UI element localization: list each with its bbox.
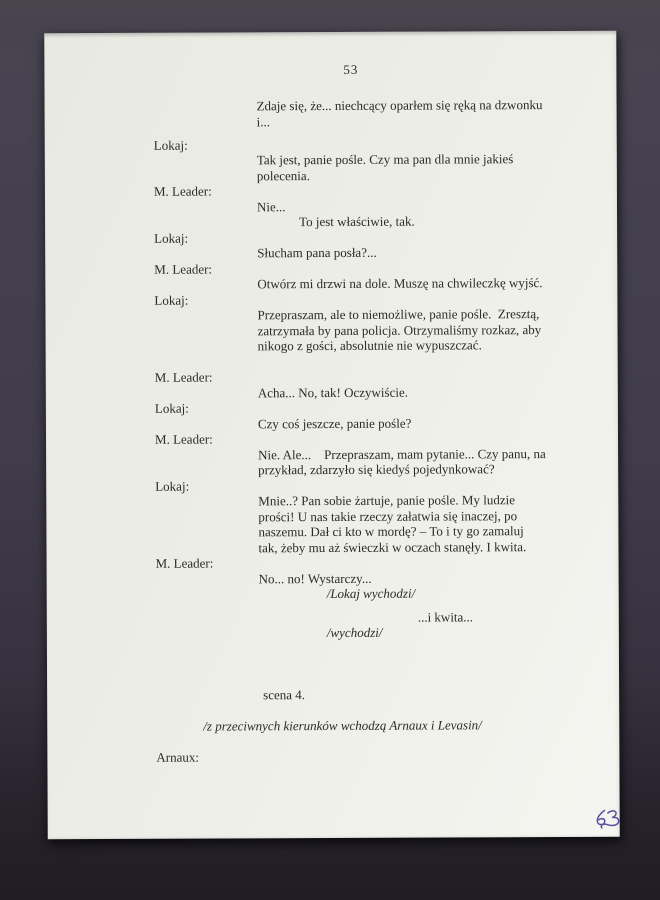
script-line: nikogo z gości, absolutnie nie wypuszczać. <box>257 337 482 354</box>
script-line: naszemu. Dał ci kto w mordę? – To i ty go zamaluj <box>258 523 524 540</box>
dialogue-block <box>257 97 617 130</box>
dialogue-block <box>257 151 617 184</box>
dialogue-block <box>258 384 618 401</box>
script-line: Nie... <box>256 198 286 215</box>
script-line: scena 4. <box>263 687 306 703</box>
stage-left-block <box>203 717 619 734</box>
script-line: Arnaux: <box>156 749 200 765</box>
script-line: M. Leader: <box>155 555 214 572</box>
script-line: polecenia. <box>256 167 310 184</box>
dialogue-block <box>259 570 619 587</box>
script-line: Czy coś jeszcze, panie pośle? <box>257 415 412 432</box>
stage-block <box>327 624 619 641</box>
script-line: No... no! Wystarczy... <box>258 570 372 587</box>
stage-block <box>327 585 619 602</box>
script-line: Lokaj: <box>153 137 188 153</box>
script-line: Lokaj: <box>155 478 190 494</box>
speaker-label <box>156 748 619 766</box>
dialogue-block <box>258 415 618 432</box>
script-line: Nie. Ale... Przepraszam, mam pytanie... Czy panu, na <box>258 445 546 463</box>
dialogue-block <box>258 446 618 479</box>
script-line: Mnie..? Pan sobie żartuje, panie pośle. My ludzie <box>258 492 516 509</box>
script-line: Otwórz mi drzwi na dole. Muszę na chwileczkę wyjść. <box>257 275 543 292</box>
script-line: M. Leader: <box>153 183 212 200</box>
dialogue-block <box>257 306 617 354</box>
script-line: tak, żeby mu aż świeczki w oczach stanęły. I kwita. <box>258 538 527 556</box>
script-line: Słucham pana posła?... <box>257 245 377 261</box>
script-line: To jest właściwie, tak. <box>299 213 415 230</box>
script-line: ...i kwita... <box>417 608 474 625</box>
script-line: i... <box>256 113 271 129</box>
script-line: M. Leader: <box>154 261 213 277</box>
script-line: Lokaj: <box>154 230 189 246</box>
script-line: /wychodzi/ <box>326 624 383 641</box>
dialogue-block <box>257 244 617 261</box>
handwritten-mark-63 <box>589 800 631 837</box>
dialogue-block <box>257 198 617 215</box>
dialogue-block <box>257 275 617 292</box>
aside-right-block <box>418 608 619 624</box>
script-line: Przepraszam, ale to niemożliwe, panie pośle. Zresztą, <box>257 306 540 323</box>
scene-block <box>263 686 619 703</box>
script-line: zatrzymała by pana policja. Otrzymaliśmy rozkaz, aby <box>257 321 542 339</box>
script-line: M. Leader: <box>154 431 213 448</box>
dialogue-block <box>258 492 618 556</box>
script-line: prości! U nas takie rzeczy załatwia się inaczej, po <box>258 507 518 525</box>
script-line: Lokaj: <box>154 292 189 308</box>
dialogue-indent-block <box>299 213 617 230</box>
script-line: Zdaje się, że... niechcący oparłem się ręką na dzwonku <box>256 97 543 114</box>
script-line: przykład, zdarzyło się kiedyś pojedynkować? <box>258 461 495 478</box>
script-line: /z przeciwnych kierunków wchodzą Arnaux i Levasin/ <box>203 717 482 734</box>
script-line: M. Leader: <box>154 369 213 386</box>
script-line: Acha... No, tak! Oczywiście. <box>257 384 409 401</box>
script-line: Lokaj: <box>154 400 189 417</box>
document-page <box>44 31 620 839</box>
page-number: 53 <box>343 61 359 77</box>
script-line: Tak jest, panie pośle. Czy ma pan dla mnie jakieś <box>256 151 514 168</box>
script-body <box>45 97 620 766</box>
script-line: /Lokaj wychodzi/ <box>326 585 416 602</box>
